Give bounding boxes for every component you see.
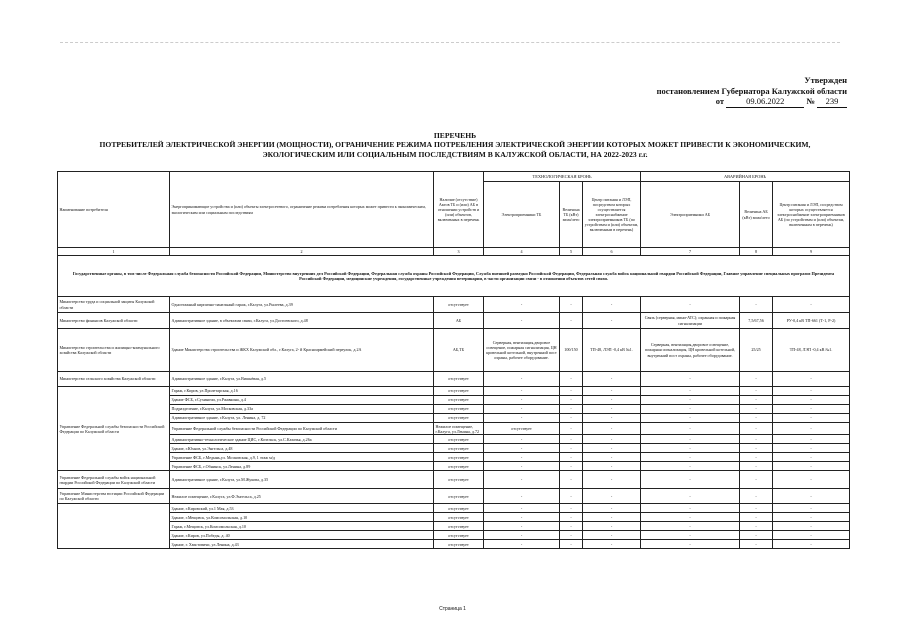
tb-center: - [583,513,641,522]
object-description: Нежилое помещение, г.Калуга, ул.Ф.Энгельса, д.25 [170,489,434,504]
ab-kw: - [740,387,773,396]
table-row [58,471,850,489]
table-row [58,489,850,504]
tb-kw: - [560,453,583,462]
tb-center: - [583,372,641,387]
tb-receivers: - [484,414,560,423]
object-description: Административное здание, г.Калуга, ул. Ленина, д. 72 [170,414,434,423]
approval-number: 239 [817,96,847,108]
ab-kw: - [740,471,773,489]
header-ab-center: Центр питания и ЛЭП, посредством которых осуществляется электроснабжение электроприемников АБ (по устройствам и (или) объектам, включенным в перечень) [773,182,850,248]
header-tb-center: Центр питания и ЛЭП, посредством которых осуществляется электроснабжение электроприемников ТБ (по устройствам и (или) объектам, включенным в перечень) [583,182,641,248]
consumer-name: Министерство труда и социальной защиты Калужской области [58,297,170,313]
approval-line-2: постановлением Губернатора Калужской области [656,85,847,96]
tb-receivers: - [484,462,560,471]
tb-center: - [583,540,641,549]
object-description: Одноэтажный кирпично-панельный гараж, г.Калуга, ул.Рылеева, д.39 [170,297,434,313]
ab-center: - [773,396,850,405]
tb-kw: - [560,297,583,313]
ab-kw: 25/25 [740,329,773,372]
tb-center: - [583,522,641,531]
ab-center: - [773,435,850,444]
ab-center: - [773,462,850,471]
tb-receivers: - [484,453,560,462]
table-row [58,329,850,372]
tb-kw: - [560,462,583,471]
table-row [58,372,850,387]
tb-center: - [583,313,641,329]
tb-kw: 100/150 [560,329,583,372]
object-description: Административно-технологическое здание ЦИС, г.Козельск, ул.С.Казачья, д.26а [170,435,434,444]
table-row [58,435,850,444]
consumer-name: Министерство сельского хозяйства Калужской области [58,372,170,387]
column-number: 9 [773,248,850,256]
table-row [58,396,850,405]
ab-receivers: - [641,489,740,504]
acts-status: отсутствует [434,297,484,313]
table-row [58,414,850,423]
ab-kw: 7,5/67,56 [740,313,773,329]
column-number: 7 [641,248,740,256]
consumer-name: Министерство финансов Калужской области [58,313,170,329]
tb-receivers: - [484,489,560,504]
acts-status: отсутствует [434,513,484,522]
column-number: 2 [170,248,434,256]
acts-status: отсутствует [434,489,484,504]
ab-receivers: - [641,453,740,462]
tb-receivers: - [484,504,560,513]
approval-stamp [657,75,847,108]
from-label: от [715,96,725,106]
tb-receivers: - [484,372,560,387]
tb-center: - [583,414,641,423]
acts-status: АБ [434,313,484,329]
object-description: Управление ФСБ, г.Медынь,ул. Московская, д.9, 1 этаж м/д [170,453,434,462]
ab-center: - [773,522,850,531]
table-row [58,444,850,453]
object-description: Гараж, г.Мещовск, ул.Комсомольская, д.10 [170,522,434,531]
tb-center: - [583,462,641,471]
acts-status: отсутствует [434,372,484,387]
tb-kw: - [560,540,583,549]
table-row [58,405,850,414]
acts-status: отсутствует [434,435,484,444]
tb-kw: - [560,522,583,531]
ab-receivers: - [641,444,740,453]
object-description: Здание, г. Хвастовичи, ул.Ленина, д.43 [170,540,434,549]
header-ab-receivers: Электроприемники АБ [641,182,740,248]
ab-receivers: - [641,531,740,540]
ab-center: ТП-48, ЛЭП -0,4 кВ №1. [773,329,850,372]
ab-center: РУ-0,4 кВ ТП-661 (Т-1, Р-2) [773,313,850,329]
tb-center: - [583,444,641,453]
column-number: 8 [740,248,773,256]
ab-center: - [773,540,850,549]
tb-receivers: - [484,471,560,489]
column-number-row [58,248,850,256]
ab-receivers: - [641,522,740,531]
object-description: Гараж, г.Киров, ул.Пролетарская, д.16 [170,387,434,396]
approval-date: 09.06.2022 [726,96,804,108]
header-consumer: Наименование потребителя [58,172,170,248]
title-line-1: ПЕРЕЧЕНЬ [433,131,477,140]
ab-receivers: - [641,471,740,489]
object-description: Здание Министерства строительства и ЖКХ Калужской обл., г.Калуга, 2- й Красноармейский переулок, д.2А [170,329,434,372]
table-body [58,256,850,549]
object-description: Здание ФСБ, г.Сухиничи, ул.Ржавкина, д.4 [170,396,434,405]
object-description: Здание, г.Мещовск, ул.Комсомольская, д.10 [170,513,434,522]
ab-center: - [773,297,850,313]
tb-receivers: - [484,435,560,444]
ab-receivers: - [641,372,740,387]
tb-kw: - [560,444,583,453]
tb-receivers: - [484,540,560,549]
tb-kw: - [560,414,583,423]
tb-center: - [583,489,641,504]
object-description: Административное здание, г.Калуга, ул.Вишнёвая, д.5 [170,372,434,387]
tb-receivers: - [560,423,583,435]
tb-receivers: - [484,405,560,414]
ab-center: - [773,513,850,522]
ab-receivers: - [641,414,740,423]
tb-center: - [583,405,641,414]
ab-receivers: Серверная, вентиляция,дворовое освещение, пожарная сигнализация, ЦН кровельной котельной, внутренний пост охраны, рабочее оборудование. [641,329,740,372]
acts-status: отсутствует [434,462,484,471]
tb-center: - [583,387,641,396]
tb-center: - [583,396,641,405]
header-tb-kw: Величина ТБ (кВт) зима/лето [560,182,583,248]
acts-status: АБ,ТБ [434,329,484,372]
page-footer: Страница 1 [439,606,466,612]
acts-status: отсутствует [484,423,560,435]
header-ab-kw: Величина АБ (кВт) зима/лето [740,182,773,248]
tb-receivers: - [484,297,560,313]
ab-kw: - [740,522,773,531]
table-row [58,462,850,471]
ab-receivers: - [641,405,740,414]
tb-kw: - [560,396,583,405]
acts-status: отсутствует [434,522,484,531]
ab-receivers: - [740,423,773,435]
tb-receivers: Серверная, вентиляция,дворовое освещение, пожарная сигнализация, ЦН кровельной котельной, внутренний пост охраны, рабочее оборудование. [484,329,560,372]
consumer-name-empty [58,504,170,549]
tb-center: - [583,453,641,462]
ab-center: - [773,372,850,387]
tb-kw: - [560,489,583,504]
ab-center: - [773,414,850,423]
table-row [58,513,850,522]
ab-kw: - [740,297,773,313]
table-row [58,453,850,462]
ab-kw: - [740,489,773,504]
ab-center: - [773,453,850,462]
consumer-name: Управление Федеральной службы безопасности Российской Федерации по Калужской области [58,387,170,471]
ab-kw: - [740,372,773,387]
tb-kw: - [560,531,583,540]
tb-kw: - [560,435,583,444]
consumer-name: Управление Министерства юстиции Российской Федерации по Калужской области [58,489,170,504]
column-number: 6 [583,248,641,256]
tb-center: - [583,504,641,513]
ab-center: - [773,471,850,489]
tb-receivers: - [484,387,560,396]
header-acts: Наличие (отсутствие) Актов ТБ и (или) АБ в отношении устройств и (или) объектов, включенных в перечень [434,172,484,248]
object-description: Подразделение, г.Калуга, ул.Московская, д.33а [170,405,434,414]
tb-kw: - [560,387,583,396]
tb-center: - [583,471,641,489]
ab-kw: - [740,405,773,414]
consumers-table [57,171,850,549]
acts-status: отсутствует [434,396,484,405]
header-group-row [58,172,850,182]
tb-receivers: - [484,513,560,522]
ab-receivers: - [641,540,740,549]
tb-kw: - [560,504,583,513]
ab-kw: - [740,453,773,462]
header-object: Энергопринимающие устройства и (или) объекты электросетевого, ограничение режима потребления которых может привести к экономическим, экологическим или социальным последствиям [170,172,434,248]
ab-receivers: - [641,513,740,522]
ab-center: - [773,531,850,540]
tb-kw: - [583,423,641,435]
column-number: 1 [58,248,170,256]
ab-receivers: - [641,297,740,313]
tb-receivers: - [484,313,560,329]
table-row [58,313,850,329]
consumer-name: Министерство строительства и жилищно-коммунального хозяйства Калужской области [58,329,170,372]
table-row [58,297,850,313]
ab-kw: - [740,531,773,540]
tb-center: ТП-48, ЛЭП -0,4 кВ №1. [583,329,641,372]
tb-center: - [583,435,641,444]
ab-receivers: - [641,504,740,513]
ab-kw: - [740,462,773,471]
acts-status: отсутствует [434,540,484,549]
document-title [40,131,870,159]
table-row [58,387,850,396]
ab-kw: - [740,540,773,549]
ab-receivers: - [641,435,740,444]
ab-kw: - [740,396,773,405]
ab-receivers: - [641,387,740,396]
acts-status: отсутствует [434,471,484,489]
ab-center: - [773,405,850,414]
acts-status: отсутствует [434,444,484,453]
ab-center: - [773,504,850,513]
acts-status: отсутствует [434,387,484,396]
acts-status: отсутствует [434,504,484,513]
ab-center: - [773,387,850,396]
object-description: Управление ФСБ, г.Обнинск, ул.Ленина, д.89 [170,462,434,471]
approval-date-line [657,96,847,108]
header-tb-receivers: Электроприемники ТБ [484,182,560,248]
scan-artifact-line [60,42,840,43]
acts-status: отсутствует [434,453,484,462]
tb-kw: - [560,372,583,387]
tb-center: - [583,531,641,540]
object-description: Административное здание, в объектами связи, г.Калуга, ул.Достоевского, д.48 [170,313,434,329]
tb-receivers: - [484,522,560,531]
consumer-name: Управление Федеральной службы безопасности Российской Федерации по Калужской области [170,423,434,435]
category-note: Государственные органы, в том числе Федеральная служба безопасности Российской Федерации, Министерство внутренних дел Российской Федерации, Федеральная служба охраны Российской Федерации, Служба внешней разведки Российской Федерации, Федеральная служба войск национальной гвардии Российской Федерации, Главное управление специальных программ Президента Российской Федерации, медицинские учреждения, государственные учреждения ветеринарии, в части организации связи - в отношении объектов сетей связи. [58,256,850,297]
acts-status: отсутствует [434,405,484,414]
object-description: Административное здание, г.Калуга, ул.М.Жукова, д.35 [170,471,434,489]
table-row [58,540,850,549]
tb-kw: - [560,313,583,329]
table-row [58,522,850,531]
header-tech-group: ТЕХНОЛОГИЧЕСКАЯ БРОНЬ [484,172,641,182]
table-row [58,504,850,513]
ab-kw: - [740,513,773,522]
ab-kw: - [740,444,773,453]
table-row [58,531,850,540]
ab-receivers: - [641,396,740,405]
tb-center: - [641,423,740,435]
ab-center: - [773,444,850,453]
column-number: 3 [434,248,484,256]
ab-kw: - [773,423,850,435]
ab-kw: - [740,504,773,513]
header-emergency-group: АВАРИЙНАЯ БРОНЬ [641,172,850,182]
tb-kw: - [560,471,583,489]
tb-center: - [583,297,641,313]
tb-receivers: - [484,396,560,405]
ab-receivers: - [641,462,740,471]
title-line-2: ПОТРЕБИТЕЛЕЙ ЭЛЕКТРИЧЕСКОЙ ЭНЕРГИИ (МОЩНОСТИ), ОГРАНИЧЕНИЕ РЕЖИМА ПОТРЕБЛЕНИЯ ЭЛЕКТРИЧЕСКОЙ ЭНЕРГИИ КОТОРЫХ МОЖЕТ ПРИВЕСТИ К ЭКОНОМИЧЕСКИМ, [99,140,811,150]
ab-receivers: Связь (серверная, мини-АТС); охранная и пожарная сигнализации [641,313,740,329]
object-description: Здание, г.Кировский, ул.1 Мая, д.53 [170,504,434,513]
ab-kw: - [740,435,773,444]
column-number: 4 [484,248,560,256]
approval-line-1: Утвержден [804,75,847,85]
tb-kw: - [560,405,583,414]
object-description: Нежилое помещение, г.Калуга, ул.Ленина, д.72 [434,423,484,435]
number-label: № [806,96,815,106]
tb-kw: - [560,513,583,522]
ab-center: - [773,489,850,504]
acts-status: отсутствует [434,531,484,540]
column-number: 5 [560,248,583,256]
acts-status: отсутствует [434,414,484,423]
ab-kw: - [740,414,773,423]
category-note-row [58,256,850,297]
tb-receivers: - [484,531,560,540]
consumer-name: Управление Федеральной службы войск национальной гвардии Российской Федерации по Калужской области [58,471,170,489]
object-description: Здание, г.Киров, ул.Победы, д. 40 [170,531,434,540]
table-row [58,423,850,435]
tb-receivers: - [484,444,560,453]
title-line-3: ЭКОЛОГИЧЕСКИМ ИЛИ СОЦИАЛЬНЫМ ПОСЛЕДСТВИЯМ В КАЛУЖСКОЙ ОБЛАСТИ, НА 2022-2023 г.г. [262,149,648,159]
object-description: Здание, г.Юхнов, ул.Энгельса, д.48 [170,444,434,453]
